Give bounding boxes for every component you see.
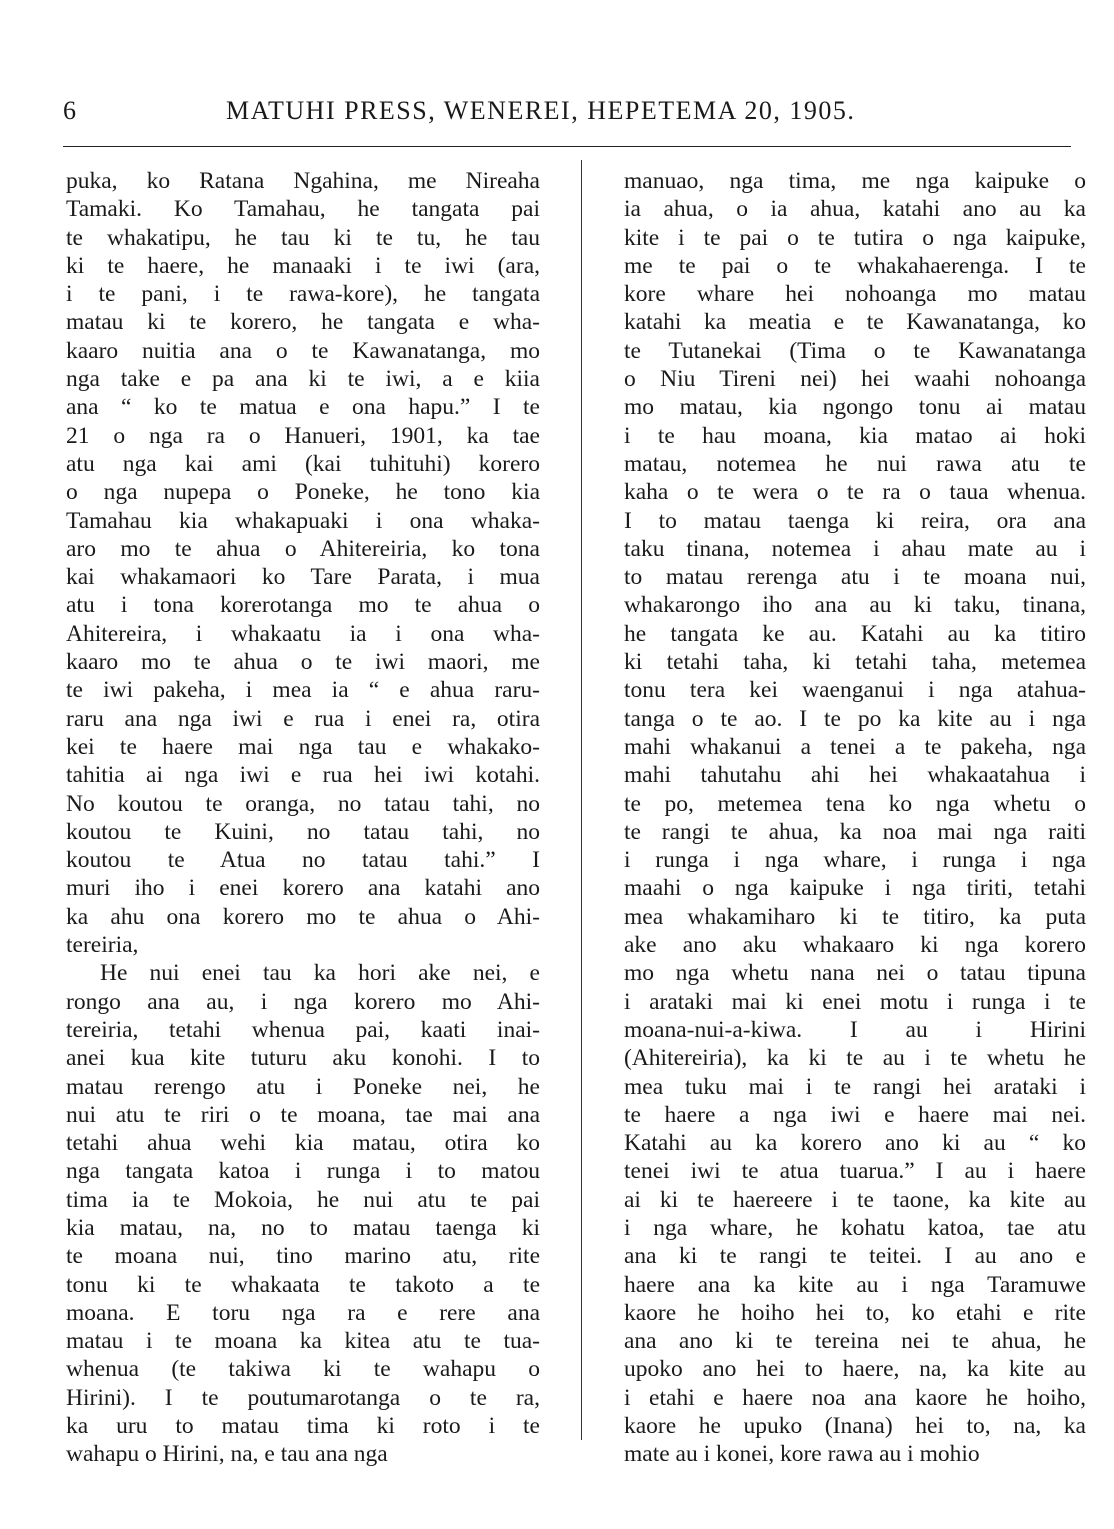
text-line: i te hau moana, kia matao ai hoki bbox=[624, 422, 1086, 449]
text-line: 21 o nga ra o Hanueri, 1901, ka tae bbox=[66, 422, 540, 449]
text-line: Hirini). I te poutumarotanga o te ra, bbox=[66, 1384, 540, 1411]
text-line: whakarongo iho ana au ki taku, tinana, bbox=[624, 592, 1086, 619]
text-line: ana “ ko te matua e ona hapu.” I te bbox=[66, 394, 540, 421]
text-line: tereiria, tetahi whenua pai, kaati inai- bbox=[66, 1016, 540, 1043]
text-line: me te pai o te whakahaerenga. I te bbox=[624, 252, 1086, 279]
text-line: ana ano ki te tereina nei te ahua, he bbox=[624, 1328, 1086, 1355]
text-line: Ahitereira, i whakaatu ia i ona wha- bbox=[66, 620, 540, 647]
text-line: te haere a nga iwi e haere mai nei. bbox=[624, 1101, 1086, 1128]
text-line: Katahi au ka korero ano ki au “ ko bbox=[624, 1130, 1086, 1157]
text-line: rongo ana au, i nga korero mo Ahi- bbox=[66, 988, 540, 1015]
text-line: nga tangata katoa i runga i to matou bbox=[66, 1158, 540, 1185]
text-line: i etahi e haere noa ana kaore he hoiho, bbox=[624, 1384, 1086, 1411]
text-line: tereiria, bbox=[66, 932, 139, 959]
page-header bbox=[0, 0, 1114, 140]
text-line: ka ahu ona korero mo te ahua o Ahi- bbox=[66, 903, 540, 930]
text-line: tenei iwi te atua tuarua.” I au i haere bbox=[624, 1158, 1086, 1185]
text-line: nui atu te riri o te moana, tae mai ana bbox=[66, 1101, 540, 1128]
text-line: i nga whare, he kohatu katoa, tae atu bbox=[624, 1214, 1086, 1241]
text-line: ai ki te haereere i te taone, ka kite au bbox=[624, 1186, 1086, 1213]
text-line: anei kua kite tuturu aku konohi. I to bbox=[66, 1045, 540, 1072]
text-line: katahi ka meatia e te Kawanatanga, ko bbox=[624, 309, 1086, 336]
text-line: I to matau taenga ki reira, ora ana bbox=[624, 507, 1086, 534]
text-line: tima ia te Mokoia, he nui atu te pai bbox=[66, 1186, 540, 1213]
text-line: ki tetahi taha, ki tetahi taha, metemea bbox=[624, 649, 1086, 676]
text-line: (Ahitereiria), ka ki te au i te whetu he bbox=[624, 1045, 1086, 1072]
text-line: matau i te moana ka kitea atu te tua- bbox=[66, 1328, 540, 1355]
text-line: moana-nui-a-kiwa. I au i Hirini bbox=[624, 1016, 1086, 1043]
text-line: kaha o te wera o te ra o taua whenua. bbox=[624, 479, 1086, 506]
text-line: puka, ko Ratana Ngahina, me Nireaha bbox=[66, 168, 540, 194]
text-line: koutou te Atua no tatau tahi.” I bbox=[66, 847, 540, 874]
page-number: 6 bbox=[63, 96, 77, 125]
text-line: he tangata ke au. Katahi au ka titiro bbox=[624, 620, 1086, 647]
text-line: ka uru to matau tima ki roto i te bbox=[66, 1413, 540, 1440]
header-rule bbox=[63, 146, 1071, 147]
text-line: kaaro mo te ahua o te iwi maori, me bbox=[66, 649, 540, 676]
text-line: mate au i konei, kore rawa au i mohio bbox=[624, 1441, 980, 1468]
text-line: wahapu o Hirini, na, e tau ana nga bbox=[66, 1441, 388, 1468]
text-line: i arataki mai ki enei motu i runga i te bbox=[624, 988, 1086, 1015]
text-line: tonu tera kei waenganui i nga atahua- bbox=[624, 677, 1086, 704]
text-line: kore whare hei nohoanga mo matau bbox=[624, 281, 1086, 308]
text-line: tanga o te ao. I te po ka kite au i nga bbox=[624, 705, 1086, 732]
text-line: haere ana ka kite au i nga Taramuwe bbox=[624, 1271, 1086, 1298]
text-line: te Tutanekai (Tima o te Kawanatanga bbox=[624, 337, 1086, 364]
text-line: te whakatipu, he tau ki te tu, he tau bbox=[66, 224, 540, 251]
text-line: He nui enei tau ka hori ake nei, e bbox=[100, 960, 540, 987]
text-line: taku tinana, notemea i ahau mate au i bbox=[624, 535, 1086, 562]
text-line: te po, metemea tena ko nga whetu o bbox=[624, 790, 1086, 817]
text-line: i te pani, i te rawa-kore), he tangata bbox=[66, 281, 540, 308]
text-line: mahi tahutahu ahi hei whakaatahua i bbox=[624, 762, 1086, 789]
text-line: mahi whakanui a tenei a te pakeha, nga bbox=[624, 733, 1086, 760]
text-line: mo matau, kia ngongo tonu ai matau bbox=[624, 394, 1086, 421]
text-line: o nga nupepa o Poneke, he tono kia bbox=[66, 479, 540, 506]
text-line: Tamaki. Ko Tamahau, he tangata pai bbox=[66, 196, 540, 223]
text-line: atu i tona korerotanga mo te ahua o bbox=[66, 592, 540, 619]
text-line: ki te haere, he manaaki i te iwi (ara, bbox=[66, 252, 540, 279]
text-line: koutou te Kuini, no tatau tahi, no bbox=[66, 818, 540, 845]
text-line: maahi o nga kaipuke i nga tiriti, tetahi bbox=[624, 875, 1086, 902]
text-line: muri iho i enei korero ana katahi ano bbox=[66, 875, 540, 902]
text-line: matau ki te korero, he tangata e wha- bbox=[66, 309, 540, 336]
text-line: kia matau, na, no to matau taenga ki bbox=[66, 1214, 540, 1241]
text-line: manuao, nga tima, me nga kaipuke o bbox=[624, 168, 1086, 194]
text-line: No koutou te oranga, no tatau tahi, no bbox=[66, 790, 540, 817]
text-line: mea whakamiharo ki te titiro, ka puta bbox=[624, 903, 1086, 930]
text-line: tetahi ahua wehi kia matau, otira ko bbox=[66, 1130, 540, 1157]
text-line: raru ana nga iwi e rua i enei ra, otira bbox=[66, 705, 540, 732]
text-line: atu nga kai ami (kai tuhituhi) korero bbox=[66, 450, 540, 477]
text-line: moana. E toru nga ra e rere ana bbox=[66, 1299, 540, 1326]
text-line: te moana nui, tino marino atu, rite bbox=[66, 1243, 540, 1270]
text-line: matau rerengo atu i Poneke nei, he bbox=[66, 1073, 540, 1100]
text-line: tonu ki te whakaata te takoto a te bbox=[66, 1271, 540, 1298]
text-line: mo nga whetu nana nei o tatau tipuna bbox=[624, 960, 1086, 987]
left-column bbox=[66, 167, 540, 1469]
text-line: ana ki te rangi te teitei. I au ano e bbox=[624, 1243, 1086, 1270]
running-title: MATUHI PRESS, WENEREI, HEPETEMA 20, 1905. bbox=[226, 96, 856, 125]
text-line: i runga i nga whare, i runga i nga bbox=[624, 847, 1086, 874]
text-line: te rangi te ahua, ka noa mai nga raiti bbox=[624, 818, 1086, 845]
text-line: ia ahua, o ia ahua, katahi ano au ka bbox=[624, 196, 1086, 223]
text-line: to matau rerenga atu i te moana nui, bbox=[624, 564, 1086, 591]
right-column bbox=[624, 167, 1086, 1469]
text-line: kaore he hoiho hei to, ko etahi e rite bbox=[624, 1299, 1086, 1326]
text-line: mea tuku mai i te rangi hei arataki i bbox=[624, 1073, 1086, 1100]
text-line: tahitia ai nga iwi e rua hei iwi kotahi. bbox=[66, 762, 540, 789]
text-line: ake ano aku whakaaro ki nga korero bbox=[624, 932, 1086, 959]
text-line: aro mo te ahua o Ahitereiria, ko tona bbox=[66, 535, 540, 562]
text-line: kai whakamaori ko Tare Parata, i mua bbox=[66, 564, 540, 591]
column-divider bbox=[581, 160, 582, 1440]
text-line: matau, notemea he nui rawa atu te bbox=[624, 450, 1086, 477]
text-line: upoko ano hei to haere, na, ka kite au bbox=[624, 1356, 1086, 1383]
text-line: o Niu Tireni nei) hei waahi nohoanga bbox=[624, 366, 1086, 393]
text-line: nga take e pa ana ki te iwi, a e kiia bbox=[66, 366, 540, 393]
text-line: kei te haere mai nga tau e whakako- bbox=[66, 733, 540, 760]
text-line: te iwi pakeha, i mea ia “ e ahua raru- bbox=[66, 677, 540, 704]
text-line: whenua (te takiwa ki te wahapu o bbox=[66, 1356, 540, 1383]
text-line: kaaro nuitia ana o te Kawanatanga, mo bbox=[66, 337, 540, 364]
text-line: Tamahau kia whakapuaki i ona whaka- bbox=[66, 507, 540, 534]
text-line: kite i te pai o te tutira o nga kaipuke, bbox=[624, 224, 1086, 251]
text-line: kaore he upuko (Inana) hei to, na, ka bbox=[624, 1413, 1086, 1440]
